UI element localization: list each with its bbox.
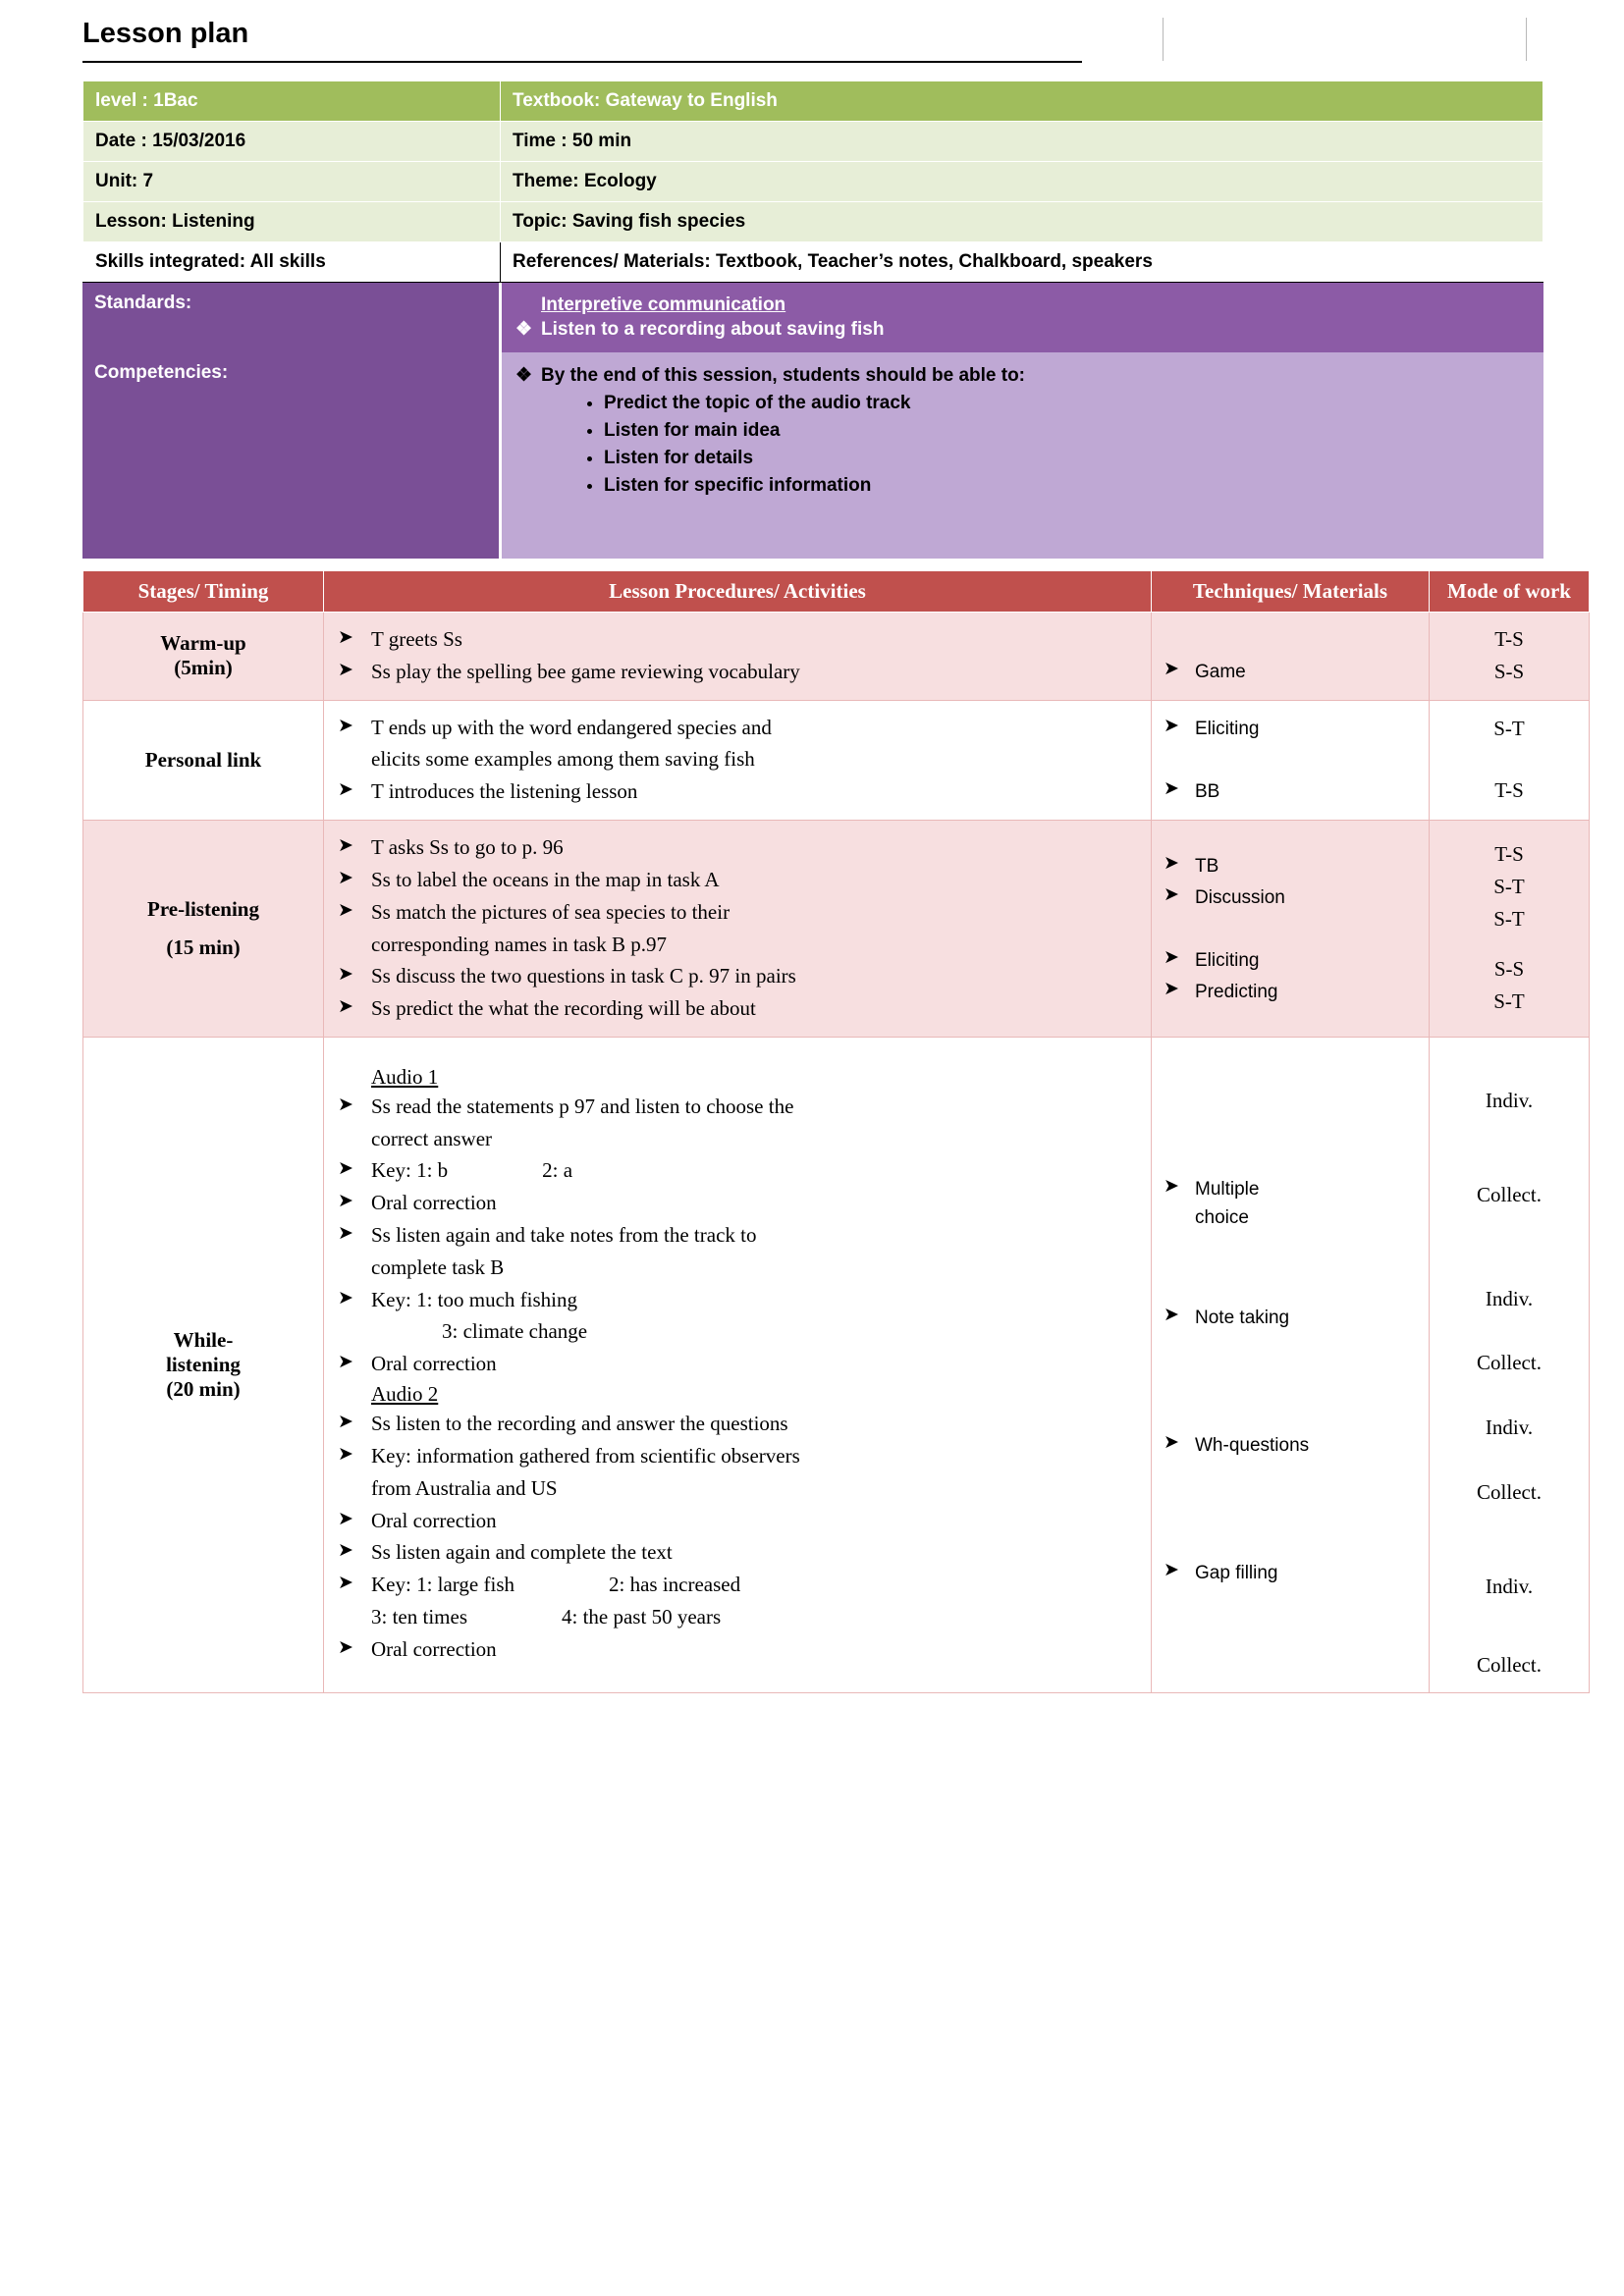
activity-list <box>334 1350 1141 1379</box>
list-item <box>334 866 1141 895</box>
technique-text: Discussion <box>1195 887 1285 909</box>
arrow-bullet-icon: ➤ <box>338 1223 353 1245</box>
list-item: • Listen for details <box>604 448 1530 469</box>
info-skills: Skills integrated: All skills <box>83 242 501 283</box>
arrow-bullet-icon: ➤ <box>338 1508 353 1529</box>
mode-while-listening <box>1430 1037 1590 1693</box>
table-row <box>83 162 1543 202</box>
techniques-warmup <box>1152 613 1430 701</box>
activity-text: Ss listen to the recording and answer the questions <box>371 1412 788 1436</box>
table-row <box>83 122 1543 162</box>
stage-name-warmup <box>83 613 324 701</box>
diamond-bullet-icon: ❖ <box>515 365 533 386</box>
list-item <box>334 1571 1141 1600</box>
competencies-label: Competencies: <box>82 352 501 559</box>
activity-text: Oral correction <box>371 1508 497 1532</box>
activity-text: T ends up with the word endangered species and <box>371 715 772 739</box>
activity-list <box>334 1635 1141 1665</box>
activity-text-2: 2: a <box>542 1158 573 1183</box>
arrow-bullet-icon: ➤ <box>338 1158 353 1180</box>
list-item: • Listen for main idea <box>604 420 1530 442</box>
activities-warmup <box>324 613 1152 701</box>
list-item: S-T <box>1493 989 1525 1014</box>
list-item <box>334 714 1141 743</box>
technique-text: Wh-questions <box>1195 1435 1310 1457</box>
activity-continuation: 3: climate change <box>442 1319 588 1344</box>
arrow-bullet-icon: ➤ <box>1164 947 1179 968</box>
stage-name-while-listening <box>83 1037 324 1693</box>
arrow-bullet-icon: ➤ <box>1164 853 1179 875</box>
list-item <box>334 1442 1141 1471</box>
arrow-bullet-icon: ➤ <box>338 659 353 680</box>
table-header-row <box>83 571 1590 613</box>
activity-text: Ss read the statements p 97 and listen to choose the <box>371 1094 794 1118</box>
list-item <box>1162 657 1419 686</box>
arrow-bullet-icon: ➤ <box>338 867 353 888</box>
technique-text: Gap filling <box>1195 1563 1278 1584</box>
mode-list <box>1439 625 1579 687</box>
arrow-bullet-icon: ➤ <box>338 964 353 986</box>
header-mode-of-work: Mode of work <box>1430 571 1590 613</box>
table-row <box>82 352 1543 559</box>
stage-name-personal-link <box>83 700 324 820</box>
table-row <box>83 242 1543 283</box>
list-item <box>1162 977 1419 1006</box>
activity-continuation: from Australia and US <box>371 1475 558 1500</box>
mode-list <box>1439 715 1579 807</box>
list-item <box>1162 851 1419 881</box>
list-item <box>334 1156 1141 1186</box>
arrow-bullet-icon: ➤ <box>338 1636 353 1658</box>
stage-timing: (20 min) <box>166 1377 241 1402</box>
list-item: S-S <box>1493 659 1525 683</box>
arrow-bullet-icon: ➤ <box>1164 1560 1179 1581</box>
activities-while-listening <box>324 1037 1152 1693</box>
activity-continuation <box>334 1603 1141 1632</box>
activity-list <box>334 777 1141 807</box>
competencies-content <box>501 352 1544 559</box>
arrow-bullet-icon: ➤ <box>338 627 353 648</box>
technique-text: Game <box>1195 662 1246 683</box>
activities-pre-listening <box>324 821 1152 1038</box>
list-item <box>334 994 1141 1024</box>
activity-list <box>334 1156 1141 1250</box>
list-item: Indiv. <box>1485 1088 1534 1112</box>
list-item <box>334 1538 1141 1568</box>
list-item: T-S <box>1494 627 1524 651</box>
title-underline <box>82 61 1082 63</box>
activity-list <box>334 714 1141 743</box>
list-item <box>1162 1303 1419 1332</box>
page-title: Lesson plan <box>82 18 249 49</box>
technique-list <box>1162 1174 1419 1203</box>
arrow-bullet-icon: ➤ <box>1164 1176 1179 1198</box>
arrow-bullet-icon: ➤ <box>338 779 353 801</box>
list-item: Indiv. <box>1485 1286 1534 1310</box>
activity-text: Key: 1: too much fishing <box>371 1287 577 1311</box>
competencies-intro-line <box>515 364 1530 387</box>
activity-list <box>334 962 1141 1024</box>
list-item <box>1162 776 1419 806</box>
arrow-bullet-icon: ➤ <box>338 835 353 857</box>
technique-text: BB <box>1195 781 1220 803</box>
mode-list <box>1439 840 1579 1017</box>
info-time: Time : 50 min <box>501 122 1543 162</box>
header-procedures: Lesson Procedures/ Activities <box>324 571 1152 613</box>
list-item: Collect. <box>1477 1480 1542 1504</box>
arrow-bullet-icon: ➤ <box>338 1540 353 1562</box>
activity-list <box>334 1507 1141 1600</box>
stage-timing: (15 min) <box>166 935 241 959</box>
standards-label: Standards: <box>82 283 501 352</box>
arrow-bullet-icon: ➤ <box>1164 1432 1179 1454</box>
standards-item-line <box>515 318 1530 341</box>
standards-content <box>501 283 1544 352</box>
techniques-pre-listening <box>1152 821 1430 1038</box>
list-item <box>334 898 1141 928</box>
stage-timing: (5min) <box>174 656 233 680</box>
technique-list <box>1162 657 1419 686</box>
arrow-bullet-icon: ➤ <box>1164 778 1179 800</box>
activity-text: 3: ten times <box>371 1604 467 1629</box>
list-item: Indiv. <box>1485 1415 1534 1440</box>
list-item: S-T <box>1493 716 1525 740</box>
competencies-intro: By the end of this session, students should be able to: <box>541 365 1025 386</box>
techniques-while-listening <box>1152 1037 1430 1693</box>
activity-text: Ss listen again and take notes from the track to <box>371 1223 757 1248</box>
mode-pre-listening <box>1430 821 1590 1038</box>
arrow-bullet-icon: ➤ <box>338 899 353 921</box>
table-row <box>83 202 1543 242</box>
list-item <box>334 1410 1141 1439</box>
mode-personal-link <box>1430 700 1590 820</box>
header-stages-timing: Stages/ Timing <box>83 571 324 613</box>
technique-list <box>1162 1303 1419 1587</box>
list-item: Indiv. <box>1485 1574 1534 1598</box>
list-item: S-T <box>1493 874 1525 898</box>
arrow-bullet-icon: ➤ <box>338 1352 353 1373</box>
list-item <box>1162 1558 1419 1587</box>
technique-text: Multiple <box>1195 1179 1260 1201</box>
activity-text: Oral correction <box>371 1352 497 1376</box>
activity-continuation: corresponding names in task B p.97 <box>371 932 667 956</box>
activity-text: Ss match the pictures of sea species to their <box>371 899 731 924</box>
arrow-bullet-icon: ➤ <box>1164 1305 1179 1326</box>
info-level: level : 1Bac <box>83 81 501 122</box>
list-item: • Predict the topic of the audio track <box>604 393 1530 414</box>
table-row <box>83 613 1590 701</box>
list-item <box>334 625 1141 655</box>
activity-list <box>334 1093 1141 1122</box>
list-item <box>334 833 1141 863</box>
standards-heading-line <box>515 294 1530 316</box>
arrow-bullet-icon: ➤ <box>1164 659 1179 680</box>
stage-name-pre-listening <box>83 821 324 1038</box>
list-item <box>1162 1174 1419 1203</box>
list-item <box>1162 882 1419 912</box>
list-item <box>1162 945 1419 975</box>
list-item <box>334 1093 1141 1122</box>
technique-text: Predicting <box>1195 981 1278 1002</box>
list-item <box>334 658 1141 687</box>
activity-text: Ss listen again and complete the text <box>371 1540 673 1565</box>
arrow-bullet-icon: ➤ <box>1164 884 1179 906</box>
activity-list <box>334 625 1141 687</box>
standards-heading: Interpretive communication <box>541 294 786 315</box>
activity-text: Oral correction <box>371 1636 497 1661</box>
table-row <box>82 283 1543 352</box>
diamond-bullet-icon: ❖ <box>515 319 533 340</box>
arrow-bullet-icon: ➤ <box>338 1287 353 1308</box>
competencies-list <box>580 393 1530 497</box>
activity-text: Key: 1: large fish <box>371 1573 514 1597</box>
technique-continuation: choice <box>1195 1207 1249 1229</box>
list-item: Collect. <box>1477 1652 1542 1677</box>
title-row <box>82 18 1542 69</box>
list-item <box>334 1221 1141 1251</box>
arrow-bullet-icon: ➤ <box>338 996 353 1018</box>
activity-text: Oral correction <box>371 1191 497 1215</box>
arrow-bullet-icon: ➤ <box>338 1094 353 1115</box>
activities-personal-link <box>324 700 1152 820</box>
activity-list <box>334 1286 1141 1315</box>
activity-continuation: complete task B <box>371 1255 505 1279</box>
list-item: S-T <box>1493 906 1525 931</box>
standards-table <box>82 283 1543 559</box>
stage-title-2: listening <box>166 1353 241 1377</box>
info-lesson: Lesson: Listening <box>83 202 501 242</box>
list-item: • Listen for specific information <box>604 475 1530 497</box>
title-divider-1 <box>1163 18 1164 61</box>
list-item: T-S <box>1494 841 1524 866</box>
info-topic: Topic: Saving fish species <box>501 202 1543 242</box>
table-row <box>83 700 1590 820</box>
list-item: Collect. <box>1477 1351 1542 1375</box>
activity-text-2: 2: has increased <box>609 1573 741 1597</box>
techniques-personal-link <box>1152 700 1430 820</box>
technique-text: TB <box>1195 856 1219 878</box>
lesson-info-table <box>82 80 1543 283</box>
list-item: S-S <box>1493 957 1525 982</box>
technique-text: Note taking <box>1195 1308 1290 1329</box>
table-row <box>83 1037 1590 1693</box>
technique-list <box>1162 851 1419 1006</box>
list-item <box>334 777 1141 807</box>
mode-list <box>1439 1087 1579 1681</box>
info-theme: Theme: Ecology <box>501 162 1543 202</box>
stage-title: Warm-up <box>160 631 246 656</box>
activity-text: Key: 1: b <box>371 1158 449 1183</box>
list-item <box>334 1635 1141 1665</box>
info-unit: Unit: 7 <box>83 162 501 202</box>
activity-text: T asks Ss to go to p. 96 <box>371 835 564 860</box>
arrow-bullet-icon: ➤ <box>338 1573 353 1594</box>
header-techniques: Techniques/ Materials <box>1152 571 1430 613</box>
stage-title: Personal link <box>144 747 262 772</box>
stage-title: Pre-listening <box>147 897 259 921</box>
arrow-bullet-icon: ➤ <box>338 715 353 736</box>
list-item <box>334 1189 1141 1218</box>
activity-text: T greets Ss <box>371 627 462 651</box>
stages-table <box>82 570 1590 1693</box>
audio-1-heading: Audio 1 <box>371 1064 439 1089</box>
activity-continuation: elicits some examples among them saving fish <box>371 747 755 772</box>
list-item: Collect. <box>1477 1182 1542 1206</box>
info-date: Date : 15/03/2016 <box>83 122 501 162</box>
technique-text: Eliciting <box>1195 950 1260 971</box>
arrow-bullet-icon: ➤ <box>338 1443 353 1465</box>
activity-text: Ss predict the what the recording will be about <box>371 996 756 1021</box>
list-item: T-S <box>1494 778 1524 803</box>
table-row <box>83 81 1543 122</box>
activity-list <box>334 833 1141 927</box>
technique-list <box>1162 714 1419 806</box>
list-item <box>334 962 1141 991</box>
info-textbook: Textbook: Gateway to English <box>501 81 1543 122</box>
activity-continuation: correct answer <box>371 1126 493 1150</box>
list-item <box>1162 714 1419 743</box>
list-item <box>1162 1430 1419 1460</box>
title-divider-2 <box>1526 18 1527 61</box>
arrow-bullet-icon: ➤ <box>1164 716 1179 737</box>
arrow-bullet-icon: ➤ <box>338 1412 353 1433</box>
list-item <box>334 1350 1141 1379</box>
info-references: References/ Materials: Textbook, Teacher’s notes, Chalkboard, speakers <box>501 242 1543 283</box>
activity-list <box>334 1410 1141 1471</box>
standards-item: Listen to a recording about saving fish <box>541 319 885 340</box>
stage-title: While- <box>173 1328 234 1353</box>
arrow-bullet-icon: ➤ <box>1164 978 1179 999</box>
mode-warmup <box>1430 613 1590 701</box>
list-item <box>334 1286 1141 1315</box>
activity-text: Key: information gathered from scientific observers <box>371 1443 800 1468</box>
activity-text: Ss to label the oceans in the map in task A <box>371 867 720 891</box>
activity-text-2: 4: the past 50 years <box>562 1604 722 1629</box>
activity-text: T introduces the listening lesson <box>371 779 638 804</box>
table-row <box>83 821 1590 1038</box>
audio-2-heading: Audio 2 <box>371 1382 439 1407</box>
technique-text: Eliciting <box>1195 719 1260 740</box>
activity-text: Ss discuss the two questions in task C p. 97 in pairs <box>371 964 796 988</box>
activity-text: Ss play the spelling bee game reviewing vocabulary <box>371 659 800 683</box>
arrow-bullet-icon: ➤ <box>338 1191 353 1212</box>
list-item <box>334 1507 1141 1536</box>
